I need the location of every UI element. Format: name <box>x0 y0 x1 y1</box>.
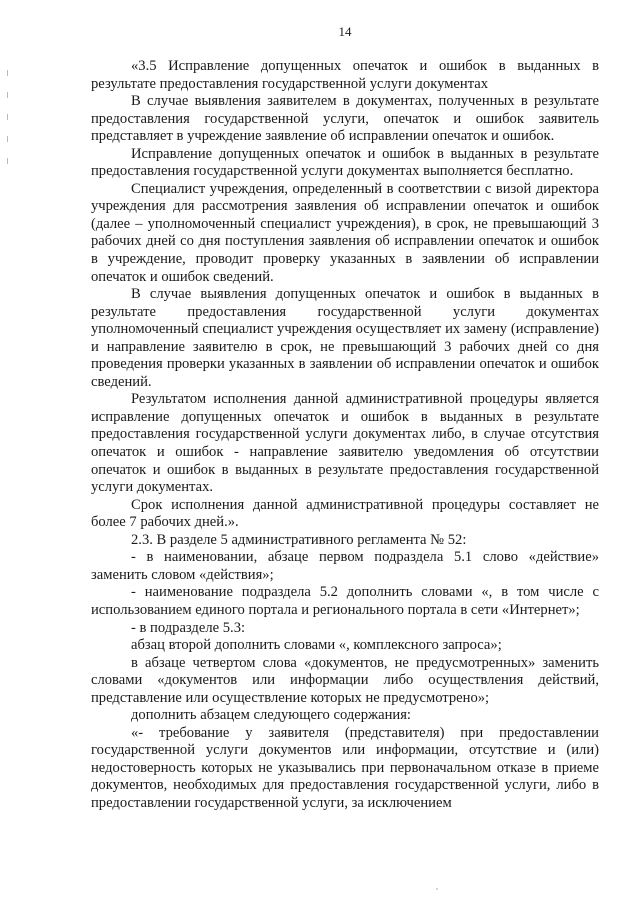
body-paragraph: В случае выявления заявителем в документах, полученных в результате предоставления государственной услуги, опечаток и ошибок заявитель представляет в учреждение заявление об исправлении опечаток и ошибок. <box>91 93 599 145</box>
list-item: - наименование подраздела 5.2 дополнить словами «, в том числе с использованием единого портала и регионального портала в сети «Интернет»; <box>91 584 599 618</box>
body-paragraph: «- требование у заявителя (представителя) при предоставлении государственной услуги документов или информации, отсутствие и (или) недостоверность которых не указывались при первоначальном отказе в приеме документов, необходимых для предоставления государственной услуги, либо в предоставлении государственной услуги, за исключением <box>91 724 599 811</box>
scan-mark <box>7 70 8 76</box>
scan-margin-marks <box>6 70 10 180</box>
scan-mark <box>7 136 8 142</box>
document-body <box>91 58 599 813</box>
body-paragraph: Специалист учреждения, определенный в соответствии с визой директора учреждения для рассмотрения заявления об исправлении опечаток и ошибок (далее – уполномоченный специалист учреждения), в срок, не превышающий 3 рабочих дней со дня поступления заявления об исправлении опечаток и ошибок в учреждение, проводит проверку указанных в заявлении об исправлении опечаток и ошибок сведений. <box>91 180 599 285</box>
list-item: - в подразделе 5.3: <box>131 619 246 636</box>
body-paragraph: в абзаце четвертом слова «документов, не предусмотренных» заменить словами «документов или информации либо осуществления действий, представление или осуществление которых не предусмотрено»; <box>91 654 599 706</box>
body-paragraph: Исправление допущенных опечаток и ошибок в выданных в результате предоставления государственной услуги документах выполняется бесплатно. <box>91 145 599 180</box>
scan-mark <box>7 158 8 164</box>
body-paragraph: дополнить абзацем следующего содержания: <box>131 707 411 724</box>
body-paragraph: Результатом исполнения данной административной процедуры является исправление допущенных опечаток и ошибок в выданных в результате предоставления государственной услуги документах либо, в случае отсутствия опечаток и ошибок - направление заявителю уведомления об отсутствии опечаток и ошибок в выданных в результате предоставления государственной услуги документах. <box>91 391 599 496</box>
scan-mark <box>7 92 8 98</box>
list-item: - в наименовании, абзаце первом подраздела 5.1 слово «действие» заменить словом «действия»; <box>91 549 599 583</box>
body-paragraph: абзац второй дополнить словами «, комплексного запроса»; <box>131 637 502 654</box>
body-paragraph: Срок исполнения данной административной процедуры составляет не более 7 рабочих дней.». <box>91 496 599 531</box>
page-number: 14 <box>338 24 352 39</box>
scan-dot <box>436 888 438 890</box>
scan-mark <box>7 114 8 120</box>
section-heading-3-5: «3.5 Исправление допущенных опечаток и ошибок в выданных в результате предоставления государственной услуги документах <box>91 58 599 92</box>
section-amendment-2-3: 2.3. В разделе 5 административного регламента № 52: <box>131 531 467 548</box>
body-paragraph: В случае выявления допущенных опечаток и ошибок в выданных в результате предоставления государственной услуги документах уполномоченный специалист учреждения осуществляет их замену (исправление) и направление заявителю в срок, не превышающий 3 рабочих дней со дня проведения проверки указанных в заявлении об исправлении опечаток и ошибок сведений. <box>91 286 599 390</box>
